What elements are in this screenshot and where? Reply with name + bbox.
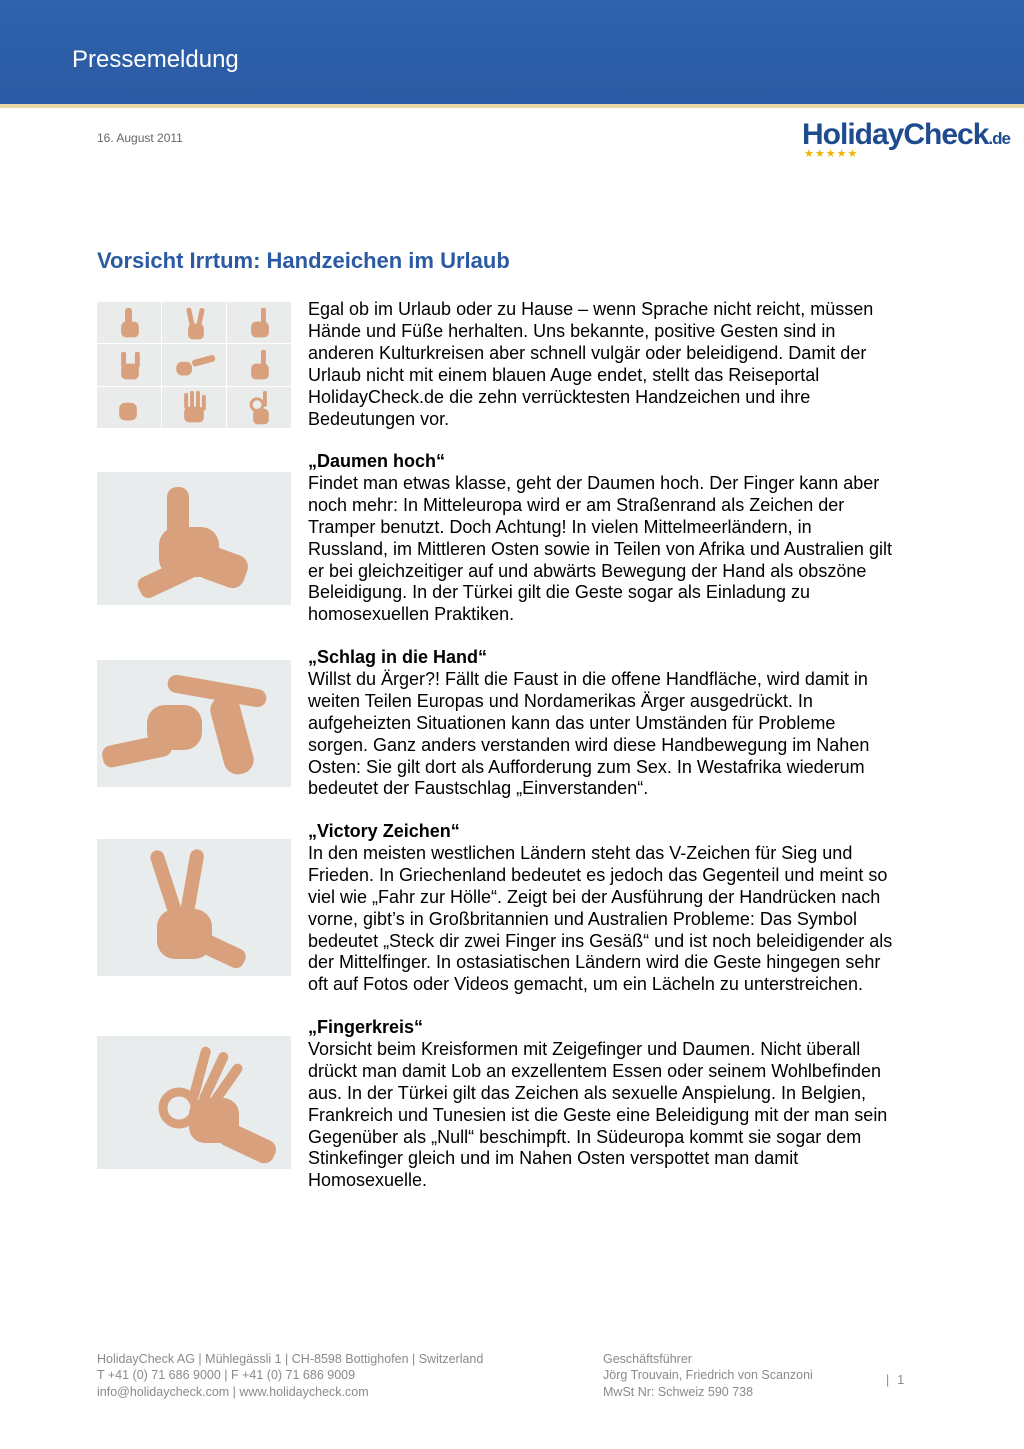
text-line: der Mittelfinger. In ostasiatischen Ländern wird die Geste hingegen sehr	[308, 952, 881, 973]
finger-circle-photo	[97, 1036, 291, 1169]
gesture-grid-image	[97, 302, 291, 428]
text-line: Hände und Füße herhalten. Uns bekannte, positive Gesten sind in	[308, 320, 836, 341]
page-number	[886, 1373, 904, 1387]
footer-managers: Jörg Trouvain, Friedrich von Scanzoni	[603, 1368, 813, 1383]
footer-company-info	[97, 1351, 483, 1400]
page-number-value: 1	[897, 1373, 905, 1387]
footer-phone: T +41 (0) 71 686 9000 | F +41 (0) 71 686 9009	[97, 1368, 356, 1383]
text-line: Stinkefinger gleich und im Nahen Osten verspottet man damit	[308, 1148, 799, 1169]
text-line: vorne, gibt’s in Großbritannien und Australien Probleme: Das Symbol	[308, 908, 857, 929]
text-line: Homosexuelle.	[308, 1170, 428, 1191]
page-title: Pressemeldung	[72, 46, 239, 73]
text-line: Beleidigung. In der Türkei gilt die Geste sogar als Einladung zu	[308, 582, 810, 603]
logo-wordmark: HolidayCheck.de	[802, 118, 1010, 151]
text-line: er bei gleichzeitiger auf und abwärts Bewegung der Hand als obszöne	[308, 560, 867, 581]
footer-address: HolidayCheck AG | Mühlegässli 1 | CH-8598 Bottighofen | Switzerland	[97, 1352, 484, 1366]
footer-vat: MwSt Nr: Schweiz 590 738	[603, 1384, 754, 1399]
header-divider	[0, 104, 1024, 108]
footer-contact: info@holidaycheck.com | www.holidaycheck.com	[97, 1384, 369, 1399]
text-line: Osten: Sie gilt dort als Aufforderung zum Sex. In Westafrika wiederum	[308, 756, 865, 777]
text-line: weiten Teilen Europas und Nordamerikas Ärger ausgedrückt. In	[308, 690, 813, 711]
text-line: viel wie „Fahr zur Hölle“. Zeigt bei der Ausführung der Handrücken nach	[308, 886, 881, 907]
text-line: Findet man etwas klasse, geht der Daumen hoch. Der Finger kann aber	[308, 472, 880, 493]
gesture-thumb	[162, 344, 226, 385]
footer-management-info	[603, 1351, 813, 1400]
text-line: anderen Kulturkreisen aber schnell vulgär oder beleidigend. Damit der	[308, 342, 867, 363]
section-title: „Daumen hoch“	[308, 451, 446, 471]
text-line: In den meisten westlichen Ländern steht das V-Zeichen für Sieg und	[308, 842, 853, 863]
gesture-thumb	[227, 344, 291, 385]
text-line: Frankreich und Tunesien ist die Geste eine Beleidigung mit der man sein	[308, 1104, 888, 1125]
section-fingerkreis	[308, 1017, 930, 1192]
section-schlag-in-die-hand	[308, 647, 930, 800]
holidaycheck-logo	[802, 118, 1010, 166]
text-line: Bedeutungen vor.	[308, 408, 450, 429]
gesture-thumb	[97, 344, 161, 385]
text-line: aus. In der Türkei gilt das Zeichen als sexuelle Anspielung. In Belgien,	[308, 1082, 866, 1103]
text-line: drückt man damit Lob an exzellentem Essen oder seinem Wohlbefinden	[308, 1060, 881, 1081]
text-line: bedeutet „Steck dir zwei Finger ins Gesäß“ und ist noch beleidigender als	[308, 930, 893, 951]
gesture-thumb	[97, 302, 161, 343]
section-daumen-hoch	[308, 451, 930, 626]
gesture-thumb	[227, 302, 291, 343]
page-separator: |	[886, 1373, 890, 1387]
gesture-thumb	[162, 302, 226, 343]
text-line: noch mehr: In Mitteleuropa wird er am Straßenrand als Zeichen der	[308, 494, 845, 515]
gesture-thumb	[227, 387, 291, 428]
victory-sign-photo	[97, 839, 291, 976]
logo-stars-icon: ★★★★★	[804, 148, 859, 160]
text-line: oft auf Fotos oder Videos gemacht, um ein Lächeln zu unterstreichen.	[308, 974, 863, 995]
text-line: homosexuellen Praktiken.	[308, 604, 515, 625]
release-date: 16. August 2011	[97, 131, 183, 145]
text-line: Russland, im Mittleren Osten sowie in Teilen von Afrika und Australien gilt	[308, 538, 892, 559]
header-bar	[0, 0, 1024, 104]
text-line: Willst du Ärger?! Fällt die Faust in die offene Handfläche, wird damit in	[308, 668, 868, 689]
text-line: Frieden. In Griechenland bedeutet es jedoch das Gegenteil und meint so	[308, 864, 888, 885]
fist-in-palm-photo	[97, 660, 291, 787]
section-title: „Victory Zeichen“	[308, 821, 460, 841]
text-line: HolidayCheck.de die zehn verrücktesten Handzeichen und ihre	[308, 386, 811, 407]
article-headline: Vorsicht Irrtum: Handzeichen im Urlaub	[97, 248, 510, 273]
text-line: aufgeheizten Situationen kann das unter Umständen für Probleme	[308, 712, 836, 733]
text-line: bedeutet der Faustschlag „Einverstanden“.	[308, 778, 649, 799]
section-title: „Fingerkreis“	[308, 1017, 424, 1037]
section-title: „Schlag in die Hand“	[308, 647, 488, 667]
text-line: Urlaub nicht mit einem blauen Auge endet, stellt das Reiseportal	[308, 364, 820, 385]
text-line: Egal ob im Urlaub oder zu Hause – wenn Sprache nicht reicht, müssen	[308, 299, 874, 319]
gesture-thumb	[97, 387, 161, 428]
intro-paragraph	[308, 299, 930, 430]
section-victory-zeichen	[308, 821, 930, 996]
gesture-thumb	[162, 387, 226, 428]
text-line: sorgen. Ganz anders verstanden wird diese Handbewegung im Nahen	[308, 734, 870, 755]
thumbs-up-photo	[97, 472, 291, 605]
text-line: Tramper benutzt. Doch Achtung! In vielen Mittelmeerländern, in	[308, 516, 812, 537]
footer-management-label: Geschäftsführer	[603, 1352, 692, 1366]
text-line: Vorsicht beim Kreisformen mit Zeigefinger und Daumen. Nicht überall	[308, 1038, 861, 1059]
text-line: Gegenüber als „Null“ beschimpft. In Südeuropa kommt sie sogar dem	[308, 1126, 862, 1147]
